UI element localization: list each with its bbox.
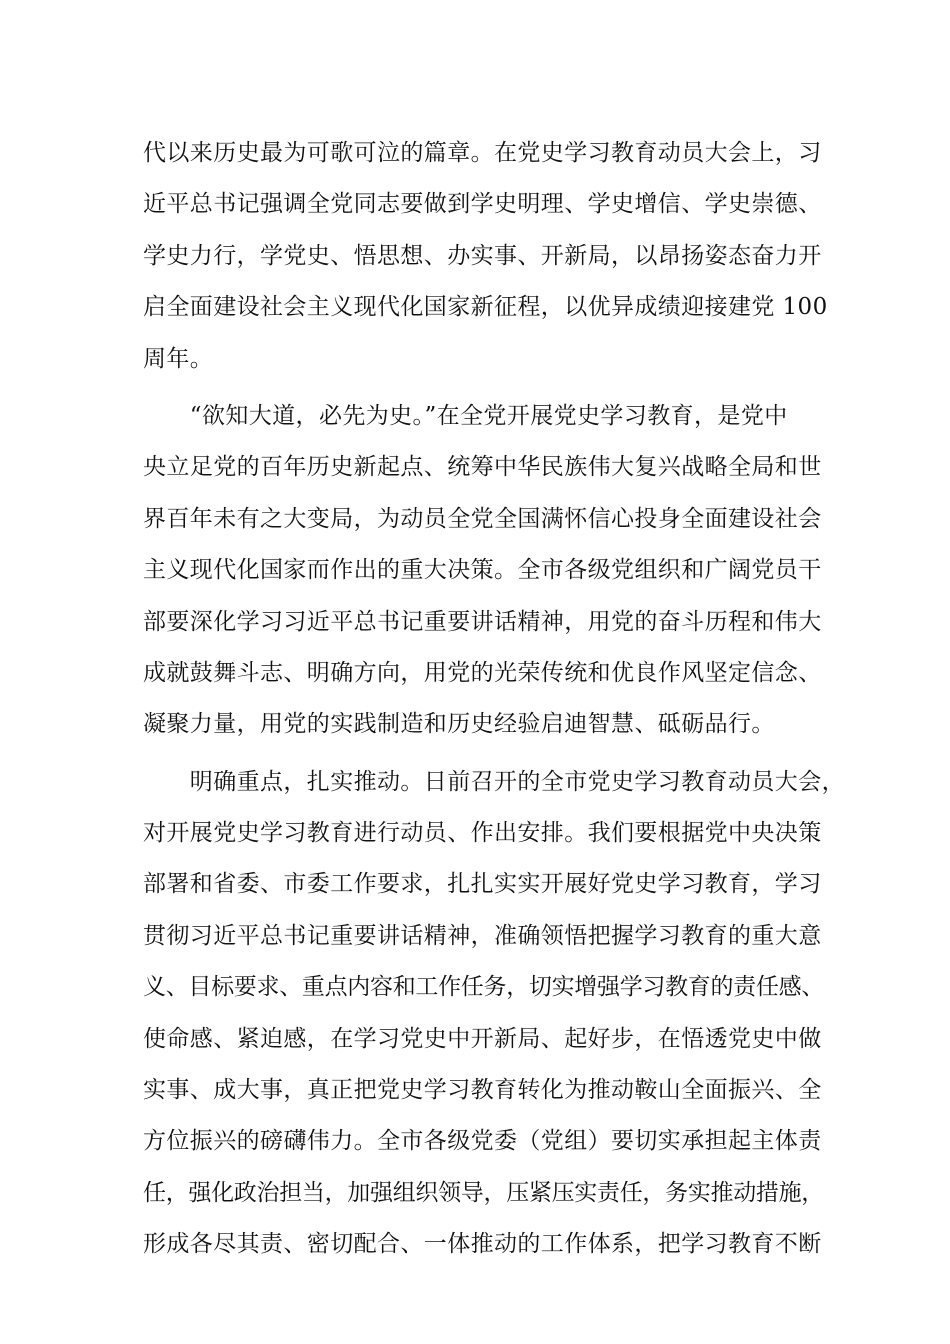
text-line: 对开展党史学习教育进行动员、作出安排。我们要根据党中央决策 <box>143 820 822 847</box>
text-line: 周年。 <box>143 345 214 372</box>
text-line: 主义现代化国家而作出的重大决策。全市各级党组织和广阔党员干 <box>143 557 822 584</box>
text-line: 凝聚力量，用党的实践制造和历史经验启迪智慧、砥砺品行。 <box>143 711 775 738</box>
text-line: 代以来历史最为可歌可泣的篇章。在党史学习教育动员大会上，习 <box>143 140 822 166</box>
text-line: 部要深化学习习近平总书记重要讲话精神，用党的奋斗历程和伟大 <box>143 608 822 635</box>
text-line: 央立足党的百年历史新起点、统筹中华民族伟大复兴战略全局和世 <box>143 454 822 481</box>
text-line: 近平总书记强调全党同志要做到学史明理、学史增信、学史崇德、 <box>143 191 822 218</box>
text-line: 使命感、紧迫感，在学习党史中开新局、起好步，在悟透党史中做 <box>143 1025 822 1052</box>
text-line: “欲知大道，必先为史。”在全党开展党史学习教育，是党中 <box>143 402 788 429</box>
paragraph <box>143 128 843 385</box>
document-body <box>143 128 843 1271</box>
text-line: 学史力行，学党史、悟思想、办实事、开新局，以昂扬姿态奋力开 <box>143 242 822 269</box>
text-line: 实事、成大事，真正把党史学习教育转化为推动鞍山全面振兴、全 <box>143 1077 822 1104</box>
text-line: 形成各尽其责、密切配合、一体推动的工作体系，把学习教育不断 <box>143 1231 822 1258</box>
text-line: 方位振兴的磅礴伟力。全市各级党委（党组）要切实承担起主体责 <box>143 1128 822 1155</box>
text-line: 启全面建设社会主义现代化国家新征程，以优异成绩迎接建党 100 <box>143 294 828 321</box>
paragraph <box>143 757 843 1271</box>
text-line: 贯彻习近平总书记重要讲话精神，准确领悟把握学习教育的重大意 <box>143 922 822 949</box>
text-line: 任，强化政治担当，加强组织领导，压紧压实责任，务实推动措施， <box>143 1179 825 1206</box>
text-line: 部署和省委、市委工作要求，扎扎实实开展好党史学习教育，学习 <box>143 871 822 898</box>
text-line: 成就鼓舞斗志、明确方向，用党的光荣传统和优良作风坚定信念、 <box>143 659 822 686</box>
text-line: 明确重点，扎实推动。日前召开的全市党史学习教育动员大会， <box>143 768 845 795</box>
paragraph <box>143 391 843 751</box>
text-line: 义、目标要求、重点内容和工作任务，切实增强学习教育的责任感、 <box>143 974 825 1001</box>
text-line: 界百年未有之大变局，为动员全党全国满怀信心投身全面建设社会 <box>143 505 822 532</box>
